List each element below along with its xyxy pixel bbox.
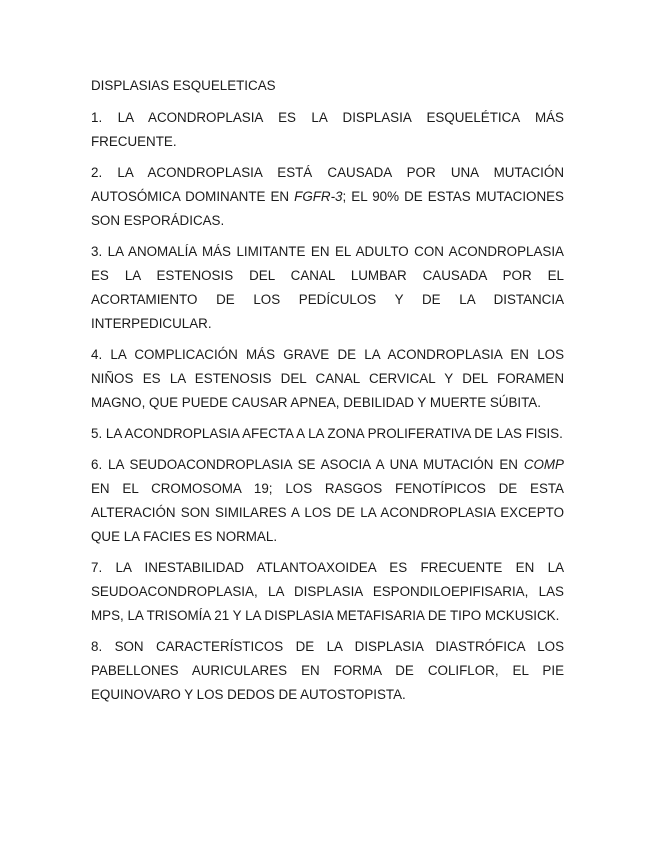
paragraph-7: 7. LA INESTABILIDAD ATLANTOAXOIDEA ES FRECUENTE EN LA SEUDOACONDROPLASIA, LA DISPLASIA ESPONDILOEPIFISARIA, LAS MPS, LA TRISOMÍA 21 Y LA DISPLASIA METAFISARIA DE TIPO MCKUSICK. [91,560,564,623]
paragraph-4: 4. LA COMPLICACIÓN MÁS GRAVE DE LA ACONDROPLASIA EN LOS NIÑOS ES LA ESTENOSIS DEL CANAL CERVICAL Y DEL FORAMEN MAGNO, QUE PUEDE CAUSAR APNEA, DEBILIDAD Y MUERTE SÚBITA. [91,347,564,410]
document-page [91,74,564,707]
paragraph-1: 1. LA ACONDROPLASIA ES LA DISPLASIA ESQUELÉTICA MÁS FRECUENTE. [91,110,564,149]
paragraph-3: 3. LA ANOMALÍA MÁS LIMITANTE EN EL ADULTO CON ACONDROPLASIA ES LA ESTENOSIS DEL CANAL LUMBAR CAUSADA POR EL ACORTAMIENTO DE LOS PEDÍCULOS Y DE LA DISTANCIA INTERPEDICULAR. [91,244,564,331]
paragraph-6-text-a: 6. LA SEUDOACONDROPLASIA SE ASOCIA A UNA MUTACIÓN EN [91,457,524,472]
paragraph-5: 5. LA ACONDROPLASIA AFECTA A LA ZONA PROLIFERATIVA DE LAS FISIS. [91,426,563,441]
paragraph-8: 8. SON CARACTERÍSTICOS DE LA DISPLASIA DIASTRÓFICA LOS PABELLONES AURICULARES EN FORMA DE COLIFLOR, EL PIE EQUINOVARO Y LOS DEDOS DE AUTOSTOPISTA. [91,639,564,702]
paragraph-2-gene-name: FGFR-3 [294,189,343,204]
paragraph-2-text-b: ; EL 90% DE ESTAS MUTACIONES SON ESPORÁDICAS. [91,189,564,228]
paragraph-2-text-a: 2. LA ACONDROPLASIA ESTÁ CAUSADA POR UNA MUTACIÓN AUTOSÓMICA DOMINANTE EN [91,165,564,204]
paragraph-6-gene-name: COMP [523,457,564,472]
paragraph-6-text-b: EN EL CROMOSOMA 19; LOS RASGOS FENOTÍPICOS DE ESTA ALTERACIÓN SON SIMILARES A LOS DE LA ACONDROPLASIA EXCEPTO QUE LA FACIES ES NORMAL. [91,481,564,544]
paragraph-2 [91,161,564,233]
paragraph-6 [91,453,564,549]
document-title: DISPLASIAS ESQUELETICAS [91,78,276,93]
